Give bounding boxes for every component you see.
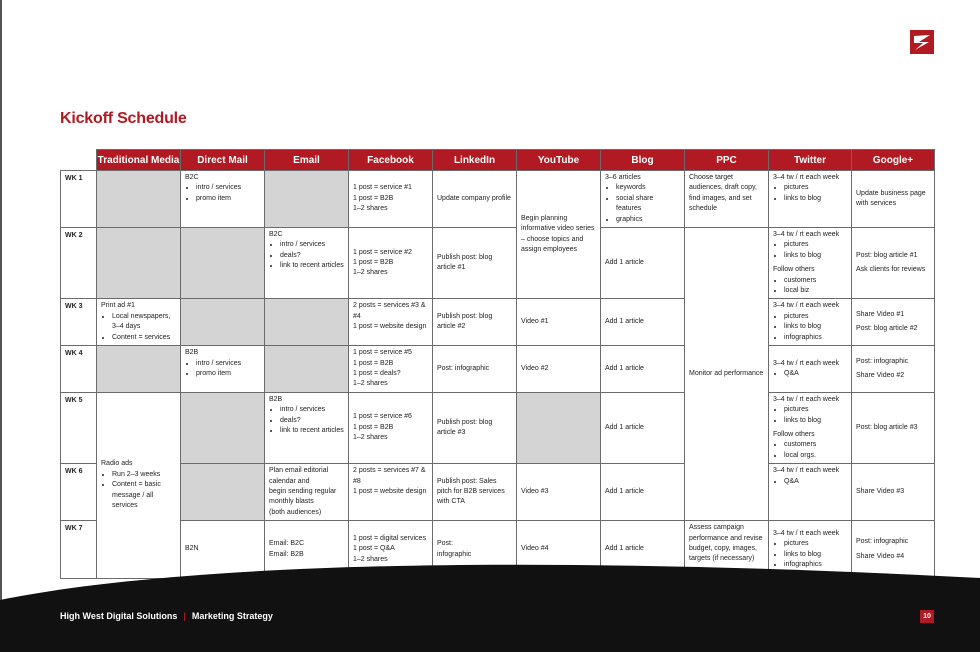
cell-text: Follow others: [773, 430, 815, 438]
empty-cell: [181, 228, 265, 299]
cell-text: 1 post = website design: [353, 323, 427, 331]
cell-text: Post: blog article #3: [856, 423, 918, 431]
kickoff-schedule-table: [60, 149, 935, 579]
cell-text: 1–2 shares: [353, 205, 388, 213]
cell-bullet-list: [605, 183, 680, 225]
cell-text: Add 1 article: [605, 318, 644, 326]
schedule-cell: [517, 346, 601, 393]
empty-cell: [265, 299, 349, 346]
schedule-cell: [97, 392, 181, 578]
schedule-cell: [433, 392, 517, 463]
column-header: Blog: [601, 150, 685, 171]
cell-text: Publish post: blog article #1: [437, 253, 493, 272]
cell-text: B2C: [185, 174, 199, 181]
schedule-cell: [349, 228, 433, 299]
week-label: WK 5: [61, 392, 97, 463]
cell-text: Post:: [437, 540, 453, 548]
table-row: [61, 171, 935, 228]
cell-bullet: • customers: [784, 276, 847, 286]
cell-bullet-list: [185, 359, 260, 380]
cell-text: (both audiences): [269, 508, 322, 516]
cell-text: Ask clients for reviews: [856, 266, 926, 274]
empty-cell: [97, 228, 181, 299]
cell-bullet-list: [773, 276, 847, 297]
cell-bullet-list: [185, 183, 260, 204]
cell-bullet: • links to blog: [784, 251, 847, 261]
cell-text: 1 post = B2B: [353, 259, 394, 267]
schedule-cell: [349, 392, 433, 463]
cell-text: Share Video #1: [856, 310, 905, 318]
cell-bullet: • link to recent articles: [280, 426, 344, 436]
cell-text: 1 post = service #2: [353, 248, 412, 256]
cell-text: 3–4 tw / rt each week: [773, 174, 840, 181]
cell-bullet-list: [269, 240, 344, 271]
schedule-cell: [517, 299, 601, 346]
cell-bullet: • graphics: [616, 215, 680, 225]
cell-bullet-list: [773, 240, 847, 261]
cell-text: Radio ads: [101, 460, 133, 468]
table-row: [61, 299, 935, 346]
cell-text: Post: infographic: [437, 364, 490, 372]
cell-bullet: • keywords: [616, 183, 680, 193]
cell-text: Publish post: blog article #3: [437, 418, 493, 436]
schedule-cell: [349, 171, 433, 228]
schedule-cell: [349, 299, 433, 346]
cell-text: Share Video #3: [856, 487, 905, 495]
cell-bullet: • deals?: [280, 416, 344, 426]
cell-text: Publish post: blog article #2: [437, 312, 493, 331]
schedule-cell: [769, 346, 852, 393]
empty-cell: [181, 299, 265, 346]
schedule-cell: [181, 171, 265, 228]
cell-text: Add 1 article: [605, 423, 644, 431]
cell-bullet-list: [773, 312, 847, 343]
cell-text: 1 post = deals?: [353, 369, 401, 377]
cell-text: 1 post = B2B: [353, 359, 394, 367]
footer-wave: [0, 560, 980, 652]
cell-text: Add 1 article: [605, 487, 644, 495]
table-row: [61, 228, 935, 299]
cell-bullet: • local orgs.: [784, 451, 847, 461]
cell-bullet: • Q&A: [784, 369, 847, 379]
empty-cell: [181, 464, 265, 521]
cell-bullet: • intro / services: [196, 183, 260, 193]
cell-text: 1 post = service #5: [353, 349, 412, 357]
cell-bullet: • Q&A: [784, 477, 847, 487]
cell-text: Video #3: [521, 487, 549, 495]
schedule-cell: [433, 299, 517, 346]
schedule-cell: [349, 346, 433, 393]
schedule-cell: [517, 171, 601, 299]
table-row: [61, 464, 935, 521]
schedule-cell: [852, 392, 935, 463]
cell-text: Update business page with services: [856, 189, 926, 208]
header-corner: [61, 150, 97, 171]
cell-text: 3–4 tw / rt each week: [773, 467, 840, 475]
schedule-cell: [852, 346, 935, 393]
schedule-cell: [601, 464, 685, 521]
column-header: Traditional Media: [97, 150, 181, 171]
column-header: Email: [265, 150, 349, 171]
cell-text: infographic: [437, 550, 472, 558]
cell-bullet: • Content = basic message / all services: [112, 480, 176, 511]
column-header: Twitter: [769, 150, 852, 171]
empty-cell: [97, 171, 181, 228]
schedule-cell: [769, 228, 852, 299]
cell-bullet: • links to blog: [784, 322, 847, 332]
cell-bullet: • Run 2–3 weeks: [112, 470, 176, 480]
week-label: WK 6: [61, 464, 97, 521]
schedule-cell: [685, 228, 769, 521]
schedule-cell: [349, 464, 433, 521]
cell-bullet: • customers: [784, 440, 847, 450]
cell-text: 2 posts = services #7 & #8: [353, 467, 426, 485]
cell-text: 3–6 articles: [605, 174, 641, 181]
cell-text: begin sending regular monthly blasts: [269, 487, 337, 506]
cell-text: 1 post = B2B: [353, 194, 394, 202]
cell-bullet-list: [773, 440, 847, 461]
schedule-cell: [769, 464, 852, 521]
cell-text: 1 post = digital services: [353, 535, 426, 543]
schedule-cell: [433, 346, 517, 393]
cell-text: 1 post = Q&A: [353, 545, 395, 553]
schedule-cell: [852, 228, 935, 299]
column-header: YouTube: [517, 150, 601, 171]
column-header: Facebook: [349, 150, 433, 171]
cell-text: Post: blog article #1: [856, 251, 918, 259]
schedule-cell: [265, 464, 349, 521]
cell-text: Plan email editorial calendar and: [269, 467, 329, 485]
high-west-logo-icon: [910, 30, 934, 54]
page-edge: [0, 0, 2, 652]
column-header: PPC: [685, 150, 769, 171]
empty-cell: [97, 346, 181, 393]
cell-text: 1 post = website design: [353, 487, 427, 495]
cell-text: 3–4 tw / rt each week: [773, 359, 840, 367]
cell-text: 3–4 tw / rt each week: [773, 302, 840, 310]
cell-bullet: • Local newspapers, 3–4 days: [112, 312, 176, 333]
cell-bullet: • pictures: [784, 183, 847, 193]
schedule-cell: [769, 171, 852, 228]
cell-text: Follow others: [773, 266, 815, 274]
schedule-cell: [601, 171, 685, 228]
column-header: Direct Mail: [181, 150, 265, 171]
schedule-cell: [769, 392, 852, 463]
cell-bullet: • pictures: [784, 539, 847, 549]
cell-text: Share Video #4: [856, 552, 905, 560]
cell-bullet: • links to blog: [784, 550, 847, 560]
page-number: 10: [920, 610, 934, 623]
cell-text: 1–2 shares: [353, 380, 388, 388]
cell-bullet: • promo item: [196, 194, 260, 204]
cell-bullet-list: [773, 405, 847, 426]
schedule-cell: [517, 464, 601, 521]
cell-text: Post: infographic: [856, 357, 909, 365]
cell-bullet: • intro / services: [280, 405, 344, 415]
cell-bullet: • links to blog: [784, 416, 847, 426]
cell-text: 2 posts = services #3 & #4: [353, 302, 426, 320]
cell-text: Add 1 article: [605, 545, 644, 553]
cell-bullet-list: [269, 405, 344, 436]
schedule-cell: [97, 299, 181, 346]
schedule-cell: [852, 464, 935, 521]
schedule-cell: [265, 228, 349, 299]
cell-bullet: • pictures: [784, 405, 847, 415]
empty-cell: [265, 346, 349, 393]
cell-text: Post: infographic: [856, 538, 909, 546]
cell-bullet: • link to recent articles: [280, 261, 344, 271]
cell-bullet: • deals?: [280, 251, 344, 261]
empty-cell: [517, 392, 601, 463]
schedule-cell: [852, 171, 935, 228]
cell-text: B2B: [269, 395, 283, 403]
cell-text: 1 post = service #1: [353, 184, 412, 192]
cell-text: Video #1: [521, 318, 549, 326]
cell-bullet: • intro / services: [196, 359, 260, 369]
empty-cell: [181, 392, 265, 463]
schedule-cell: [769, 299, 852, 346]
schedule-cell: [265, 392, 349, 463]
cell-text: 3–4 tw / rt each week: [773, 395, 840, 403]
cell-text: Video #4: [521, 545, 549, 553]
footer-text: [60, 611, 273, 621]
cell-text: Email: B2B: [269, 550, 304, 558]
cell-text: Publish post: Sales pitch for B2B services with CTA: [437, 477, 505, 506]
cell-text: Add 1 article: [605, 259, 644, 267]
cell-bullet-list: [773, 477, 847, 487]
column-header: LinkedIn: [433, 150, 517, 171]
cell-bullet: • infographics: [784, 560, 847, 570]
cell-bullet: • infographics: [784, 333, 847, 343]
schedule-cell: [601, 228, 685, 299]
schedule-cell: [601, 392, 685, 463]
schedule-cell: [601, 346, 685, 393]
schedule-cell: [601, 299, 685, 346]
cell-text: Video #2: [521, 364, 549, 372]
schedule-cell: [433, 228, 517, 299]
cell-text: Update company profile: [437, 194, 511, 202]
week-label: WK 1: [61, 171, 97, 228]
table-row: [61, 392, 935, 463]
week-label: WK 7: [61, 521, 97, 579]
page-title: Kickoff Schedule: [60, 110, 187, 127]
schedule-cell: [181, 346, 265, 393]
cell-text: Add 1 article: [605, 364, 644, 372]
cell-bullet: • social share features: [616, 194, 680, 215]
cell-bullet: • pictures: [784, 312, 847, 322]
cell-bullet: • pictures: [784, 240, 847, 250]
cell-text: 1–2 shares: [353, 269, 388, 277]
empty-cell: [265, 171, 349, 228]
week-label: WK 2: [61, 228, 97, 299]
table-row: [61, 346, 935, 393]
cell-text: Print ad #1: [101, 302, 135, 310]
cell-bullet-list: [773, 183, 847, 204]
cell-bullet: • local biz: [784, 286, 847, 296]
cell-text: Begin planning informative video series – choose topics and assign employees: [521, 214, 595, 254]
cell-text: 1–2 shares: [353, 434, 388, 442]
week-label: WK 4: [61, 346, 97, 393]
schedule-cell: [433, 171, 517, 228]
week-label: WK 3: [61, 299, 97, 346]
schedule-cell: [433, 464, 517, 521]
footer-doc-title: Marketing Strategy: [191, 611, 273, 621]
footer-company: High West Digital Solutions: [60, 611, 178, 621]
cell-text: 3–4 tw / rt each week: [773, 529, 840, 537]
schedule-cell: [852, 299, 935, 346]
header-row: [61, 150, 935, 171]
cell-text: 3–4 tw / rt each week: [773, 231, 840, 239]
cell-bullet: • promo item: [196, 369, 260, 379]
cell-text: Post: blog article #2: [856, 325, 918, 333]
cell-text: Share Video #2: [856, 371, 905, 379]
cell-text: B2B: [185, 349, 199, 357]
cell-text: 1 post = service #6: [353, 413, 412, 421]
cell-text: Monitor ad performance: [689, 369, 764, 377]
cell-text: 1–2 shares: [353, 555, 388, 563]
cell-text: Email: B2C: [269, 540, 305, 548]
cell-bullet-list: [773, 369, 847, 379]
cell-text: B2C: [269, 231, 283, 239]
cell-text: Choose target audiences, draft copy, find images, and set schedule: [689, 174, 757, 213]
footer-separator: |: [183, 611, 186, 621]
column-header: Google+: [852, 150, 935, 171]
cell-bullet-list: [101, 312, 176, 343]
cell-bullet-list: [101, 470, 176, 512]
schedule-cell: [685, 171, 769, 228]
cell-bullet: • intro / services: [280, 240, 344, 250]
cell-text: 1 post = B2B: [353, 423, 394, 431]
cell-bullet: • Content = services: [112, 333, 176, 343]
cell-bullet: • links to blog: [784, 194, 847, 204]
cell-text: B2N: [185, 545, 199, 553]
cell-text: Assess campaign performance and revise budget, copy, images, targets (if necessary): [689, 524, 763, 563]
